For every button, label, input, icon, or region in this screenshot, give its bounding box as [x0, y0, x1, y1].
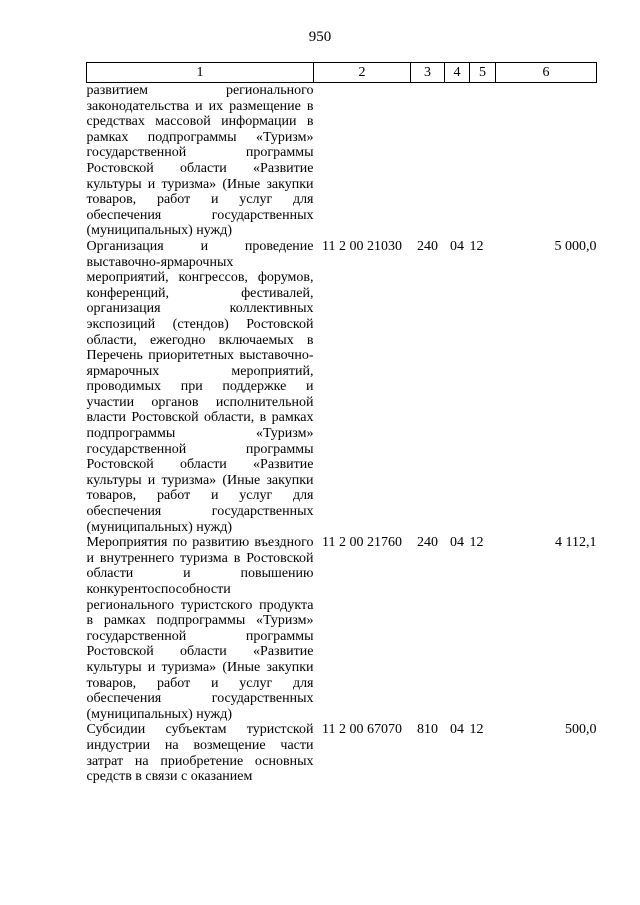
row-target-code: 11 2 00 21760 [322, 535, 402, 551]
row-section [445, 83, 470, 239]
column-header-4: 4 [445, 63, 470, 83]
row-subsection: 12 [469, 535, 484, 551]
column-header-1: 1 [87, 63, 314, 83]
column-header-6: 6 [496, 63, 597, 83]
row-amount [496, 83, 597, 239]
row-description: развитием регионального законодательства и их размещение в средствах массовой информации в рамках подпрограммы «Туризм» государственной программы Ростовской области «Развитие культуры и туризма» (Иные закупки товаров, работ и услуг для обеспечения государственных (муниципальных) нужд) [86, 83, 314, 239]
row-expense-type: 240 [417, 535, 438, 551]
row-section: 04 [450, 722, 464, 738]
row-expense-type: 240 [417, 238, 438, 254]
column-header-5: 5 [470, 63, 496, 83]
row-amount: 500,0 [565, 722, 597, 738]
column-header-2: 2 [314, 63, 411, 83]
row-target-code: 11 2 00 21030 [322, 238, 402, 254]
row-expense-type [411, 83, 445, 239]
row-section: 04 [450, 535, 464, 551]
row-target-code [314, 83, 411, 239]
table-header-row [87, 63, 597, 83]
row-subsection: 12 [469, 238, 484, 254]
row-subsection: 12 [469, 722, 484, 738]
row-description: Субсидии субъектам туристской индустрии на возмещение части затрат на приобретение основных средств в связи с оказанием [86, 722, 314, 785]
row-amount: 4 112,1 [555, 535, 597, 551]
row-amount: 5 000,0 [554, 238, 597, 254]
row-section: 04 [450, 238, 464, 254]
page-number: 950 [308, 29, 332, 45]
budget-table [86, 62, 597, 785]
row-target-code: 11 2 00 67070 [322, 722, 402, 738]
table-row [87, 239, 597, 535]
row-expense-type: 810 [417, 722, 438, 738]
column-header-3: 3 [411, 63, 445, 83]
row-description: Организация и проведение выставочно-ярмарочных мероприятий, конгрессов, форумов, конференций, фестивалей, организация коллективных экспозиций (стендов) Ростовской области, ежегодно включаемых в Перечень приоритетных выставочно-ярмарочных мероприятий, проводимых при поддержке и участии органов исполнительной власти Ростовской области, в рамках подпрограммы «Туризм» государственной программы Ростовской области «Развитие культуры и туризма» (Иные закупки товаров, работ и услуг для обеспечения государственных (муниципальных) нужд) [86, 238, 314, 535]
row-description: Мероприятия по развитию въездного и внутреннего туризма в Ростовской области и повышению конкурентоспособности регионального туристского продукта в рамках подпрограммы «Туризм» государственной программы Ростовской области «Развитие культуры и туризма» (Иные закупки товаров, работ и услуг для обеспечения государственных (муниципальных) нужд) [86, 535, 314, 722]
table-row [87, 83, 597, 239]
row-subsection [470, 83, 496, 239]
table-row [87, 722, 597, 784]
table-row [87, 535, 597, 722]
